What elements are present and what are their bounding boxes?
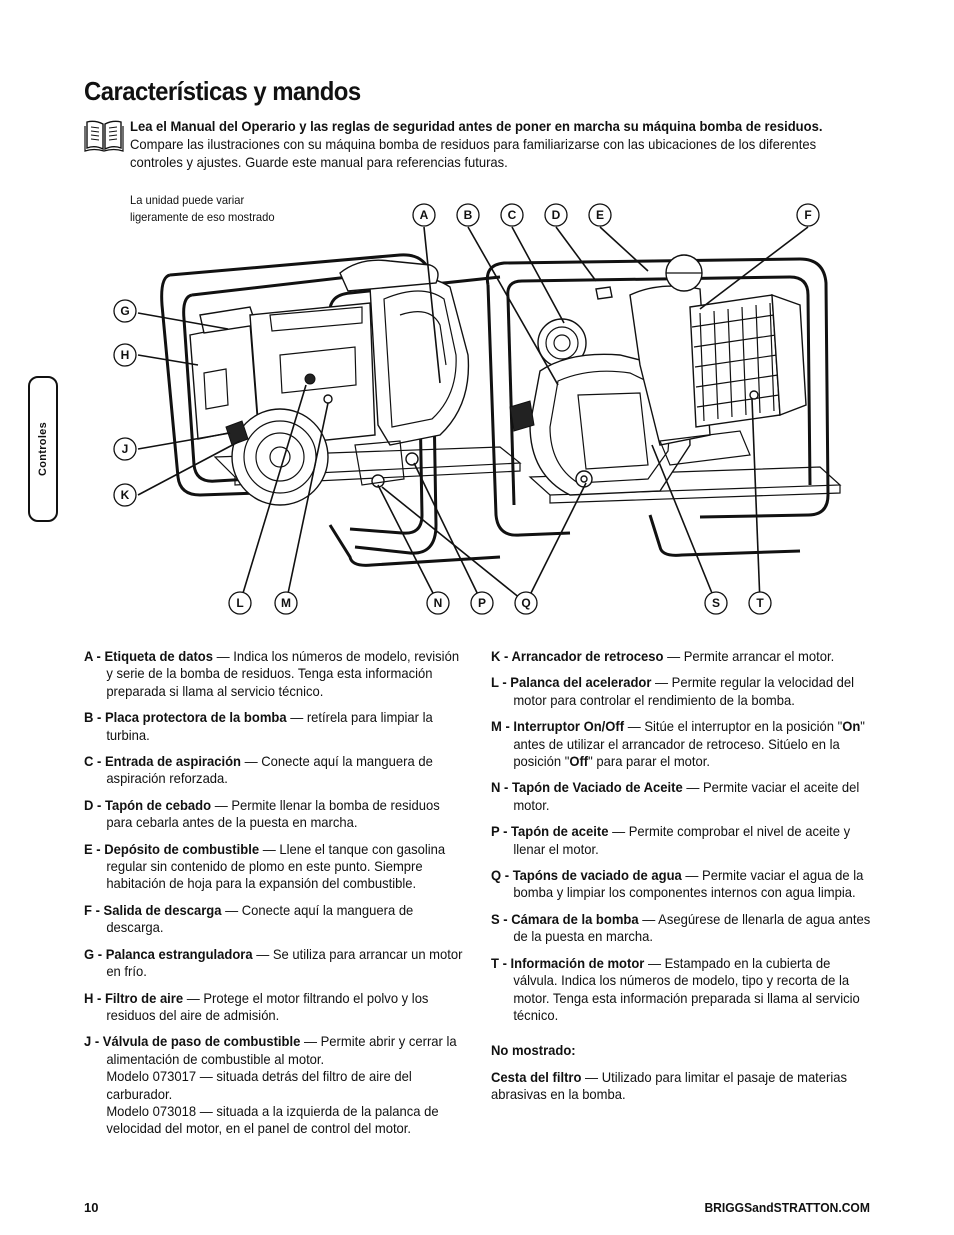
item-j-model-2: Modelo 073018 — situada a la izquierda de la palanca de velocidad del motor, en el panel de control del motor. xyxy=(106,1102,439,1137)
callout-t xyxy=(749,592,771,614)
item-l: L - Palanca del acelerador — Permite regular la velocidad del motor para controlar el rendimiento de la bomba. xyxy=(491,674,855,708)
svg-text:G: G xyxy=(120,304,130,318)
callout-a xyxy=(413,204,435,226)
svg-text:D: D xyxy=(551,208,561,222)
item-k: K - Arrancador de retroceso — Permite arrancar el motor. xyxy=(491,648,835,664)
svg-text:F: F xyxy=(804,208,812,222)
item-e: E - Depósito de combustible — Llene el tanque con gasolina regular sin contenido de plomo en este punto. Siempre habitación de hoja para la expansión del combustible. xyxy=(84,840,446,892)
left-unit xyxy=(162,255,520,565)
svg-text:E: E xyxy=(595,208,605,222)
pump-illustration xyxy=(100,195,890,625)
svg-text:K: K xyxy=(120,488,130,502)
page-number: 10 xyxy=(84,1200,99,1215)
callout-s xyxy=(705,592,727,614)
intro-rest: Compare las ilustraciones con su máquina bomba de residuos para familiarizarse con las ubicaciones de los diferentes controles y ajustes. Guarde este manual para referencias futuras. xyxy=(130,136,817,170)
website-link[interactable]: BRIGGSandSTRATTON.COM xyxy=(704,1200,870,1215)
left-column xyxy=(84,648,465,1147)
item-n: N - Tapón de Vaciado de Aceite — Permite vaciar el aceite del motor. xyxy=(491,779,860,813)
svg-text:A: A xyxy=(419,208,429,222)
item-c: C - Entrada de aspiración — Conecte aquí la manguera de aspiración reforzada. xyxy=(84,753,433,787)
svg-text:M: M xyxy=(281,596,291,610)
svg-text:Q: Q xyxy=(521,596,531,610)
svg-text:P: P xyxy=(477,596,487,610)
side-tab xyxy=(28,376,58,522)
item-p: P - Tapón de aceite — Permite comprobar el nivel de aceite y llenar el motor. xyxy=(491,823,851,857)
callout-f xyxy=(797,204,819,226)
callout-c xyxy=(501,204,523,226)
item-filter-basket: Cesta del filtro — Utilizado para limitar el pasaje de materias abrasivas en la bomba. xyxy=(491,1068,848,1103)
callout-b xyxy=(457,204,479,226)
callout-g xyxy=(114,300,136,322)
not-shown-heading: No mostrado: xyxy=(491,1042,576,1059)
svg-text:J: J xyxy=(121,442,129,456)
item-d: D - Tapón de cebado — Permite llenar la bomba de residuos para cebarla antes de la puesta en marcha. xyxy=(84,796,440,831)
item-g: G - Palanca estranguladora — Se utiliza para arrancar un motor en frío. xyxy=(84,945,463,980)
callout-l xyxy=(229,592,251,614)
svg-text:S: S xyxy=(711,596,721,610)
side-tab-label: Controles xyxy=(37,421,49,477)
intro-bold: Lea el Manual del Operario y las reglas de seguridad antes de poner en marcha su máquina bomba de residuos. xyxy=(130,118,823,134)
item-f: F - Salida de descarga — Conecte aquí la manguera de descarga. xyxy=(84,901,414,936)
open-book-icon xyxy=(84,118,124,152)
svg-text:B: B xyxy=(463,208,473,222)
callout-d xyxy=(545,204,567,226)
callout-n xyxy=(427,592,449,614)
item-a: A - Etiqueta de datos — Indica los números de modelo, revisión y serie de la bomba de residuos. Tenga esta información preparada si llama al servicio técnico. xyxy=(84,648,460,699)
intro-text xyxy=(130,117,837,171)
callout-h xyxy=(114,344,136,366)
item-m: M - Interruptor On/Off — Sitúe el interruptor en la posición "On" antes de utilizar el arrancador de retroceso. Sitúelo en la posición "Off" para parar el motor. xyxy=(491,718,865,770)
figure-note-line-2: ligeramente de eso mostrado xyxy=(130,210,275,224)
page-title: Características y mandos xyxy=(84,76,361,106)
callout-m xyxy=(275,592,297,614)
callout-p xyxy=(471,592,493,614)
right-column xyxy=(491,648,872,1113)
figure-note-line-1: La unidad puede variar xyxy=(130,193,245,207)
callout-q xyxy=(515,592,537,614)
right-unit xyxy=(487,255,840,555)
item-j: J - Válvula de paso de combustible — Permite abrir y cerrar la alimentación de combustible al motor. Modelo 073017 — situada detrás del filtro de aire del carburador. Modelo 073018 — situada a la izquierda de la palanca de velocidad del motor, en el panel de control del motor. xyxy=(84,1033,465,1137)
svg-text:H: H xyxy=(120,348,130,362)
svg-text:N: N xyxy=(433,596,443,610)
item-h: H - Filtro de aire — Protege el motor filtrando el polvo y los residuos del aire de admisión. xyxy=(84,989,429,1023)
item-s: S - Cámara de la bomba — Asegúrese de llenarla de agua antes de la puesta en marcha. xyxy=(491,910,871,945)
callout-j xyxy=(114,438,136,460)
svg-text:L: L xyxy=(236,596,244,610)
callout-k xyxy=(114,484,136,506)
svg-text:C: C xyxy=(507,208,517,222)
item-j-model-1: Modelo 073017 — situada detrás del filtro de aire del carburador. xyxy=(106,1068,412,1102)
svg-text:T: T xyxy=(756,596,764,610)
item-q: Q - Tapóns de vaciado de agua — Permite vaciar el agua de la bomba y limpiar los componentes internos con agua limpia. xyxy=(491,867,864,901)
callout-e xyxy=(589,204,611,226)
item-t: T - Información de motor — Estampado en la cubierta de válvula. Indica los números de modelo, tipo y recorta de la motor. Tenga esta información preparada si llama al servicio técnico. xyxy=(491,954,860,1023)
item-b: B - Placa protectora de la bomba — retírela para limpiar la turbina. xyxy=(84,709,433,743)
